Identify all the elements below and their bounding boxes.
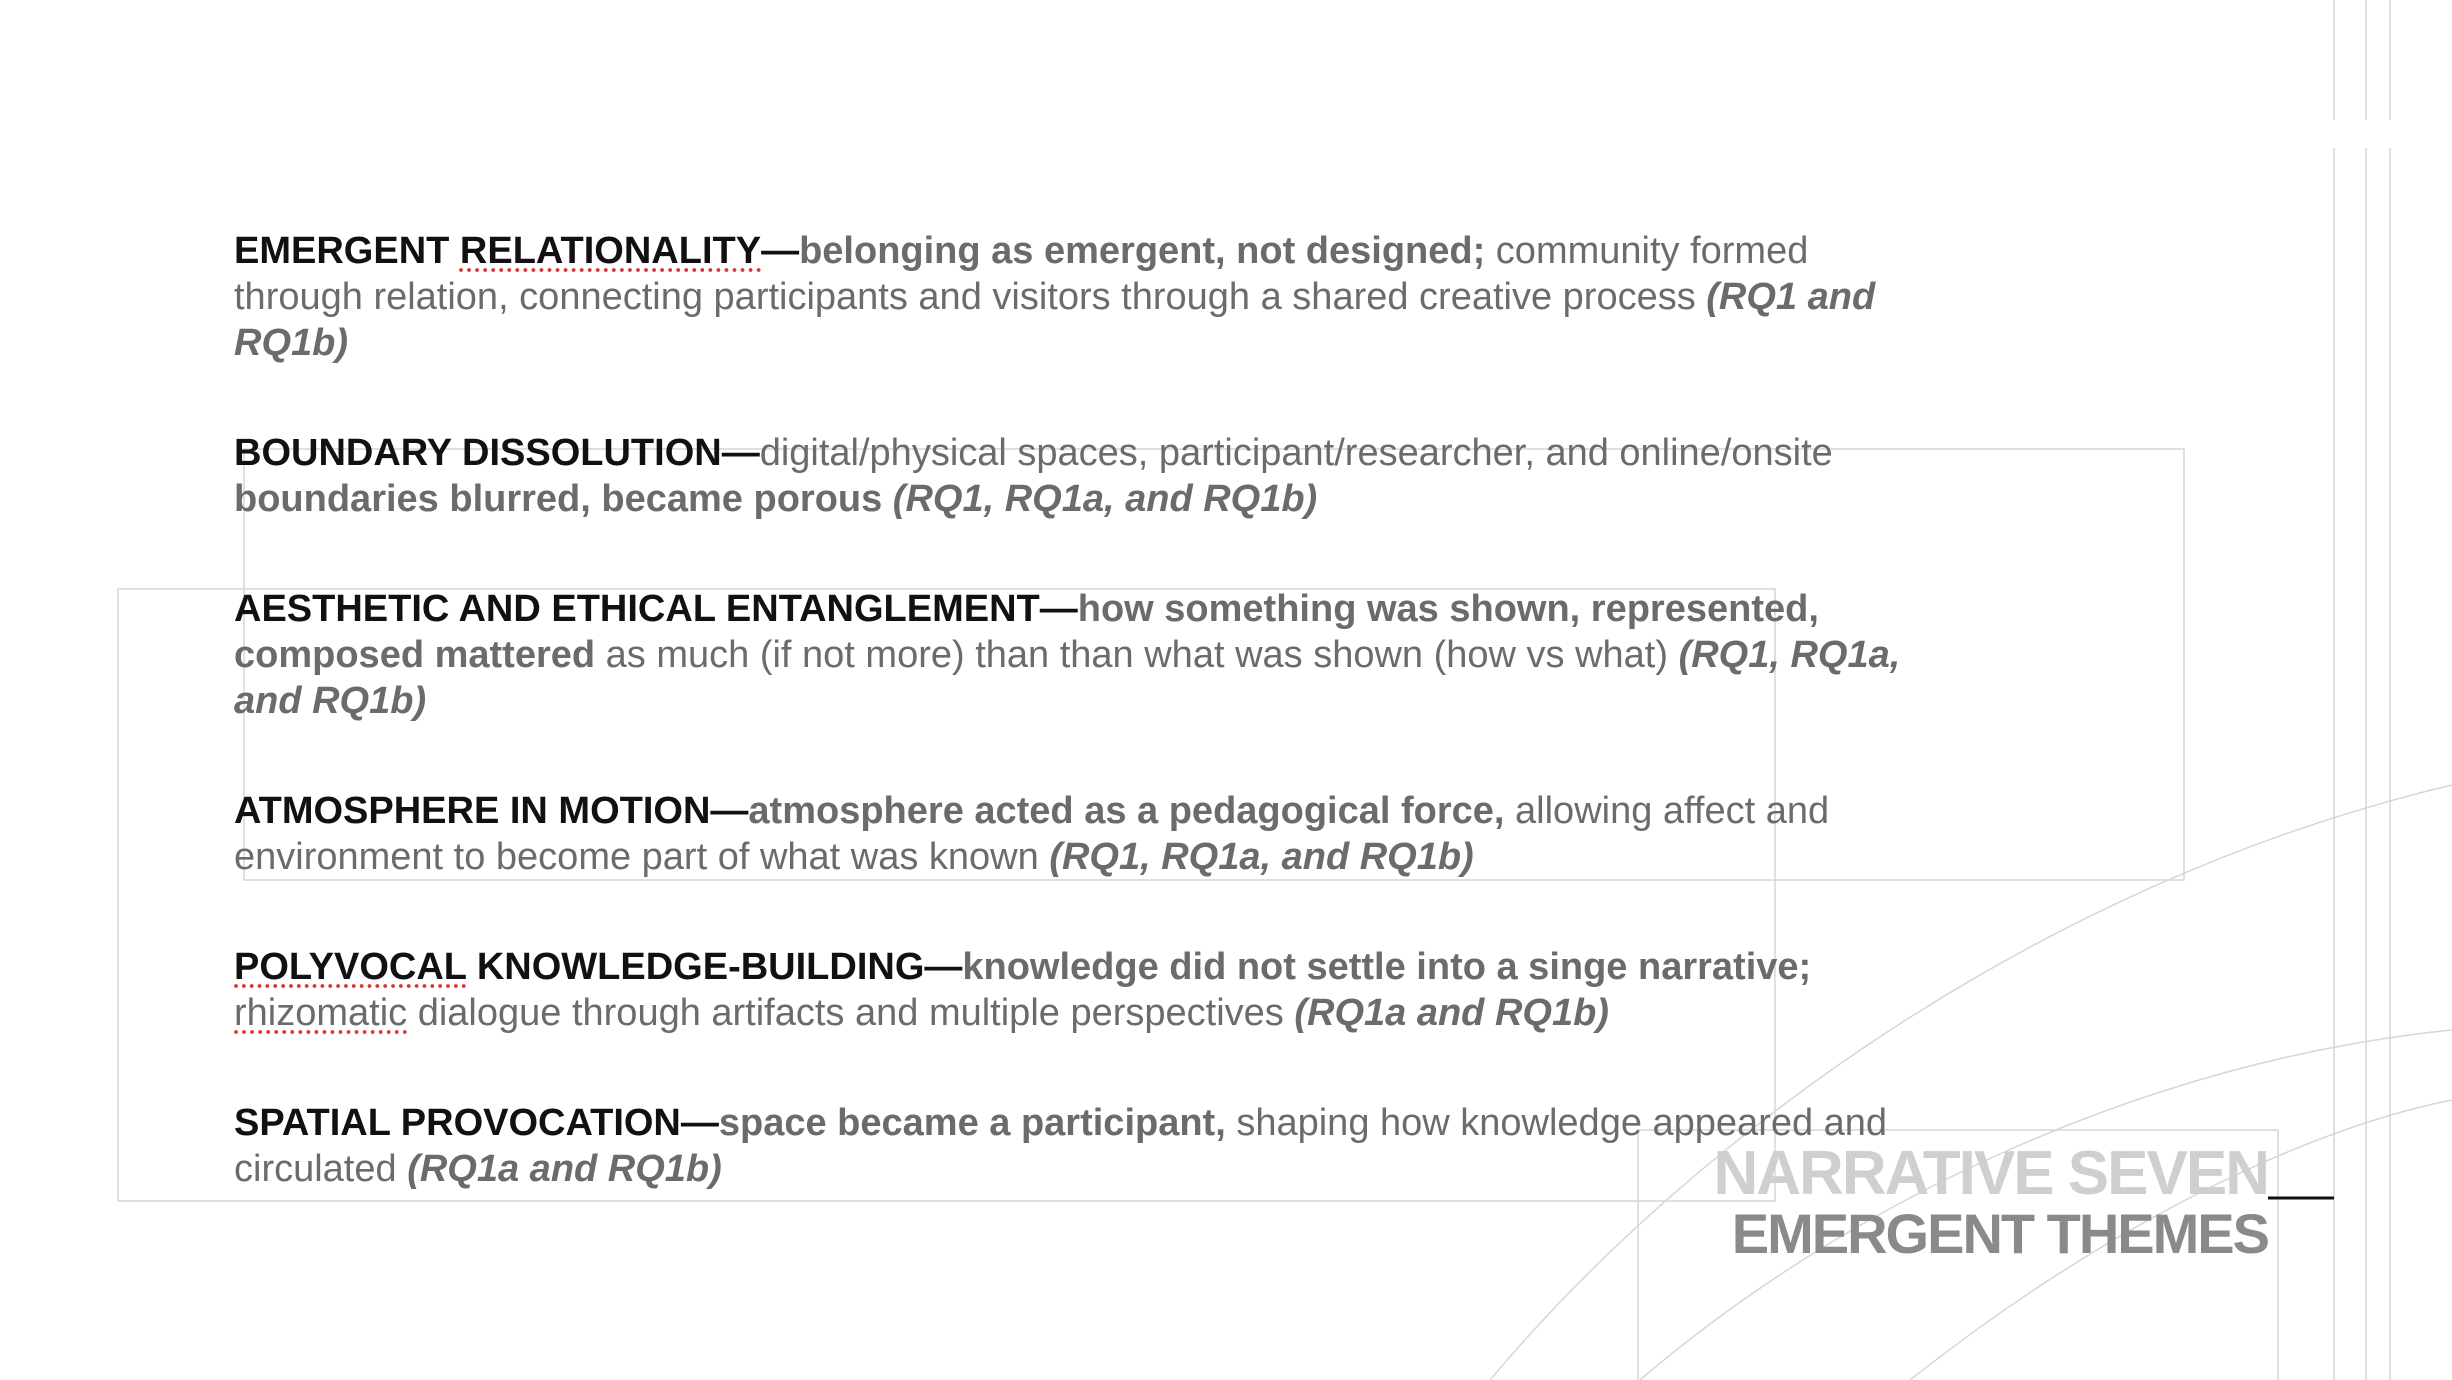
theme-description: rhizomatic (234, 992, 408, 1034)
theme-description: shaping how knowledge appeared and circulated (234, 1102, 1888, 1190)
theme-term: AESTHETIC AND ETHICAL ENTANGLEMENT— (234, 588, 1078, 630)
theme-description: digital/physical spaces, participant/researcher, and online/onsite (759, 432, 1833, 474)
theme-term: BOUNDARY DISSOLUTION— (234, 432, 760, 474)
theme-description: allowing affect and environment to become part of what was known (234, 790, 1830, 878)
theme-description: dialogue through artifacts and multiple perspectives (407, 992, 1295, 1034)
theme-term (234, 946, 962, 988)
theme-term: ATMOSPHERE IN MOTION— (234, 790, 749, 832)
theme-term-part: RELATIONALITY (459, 230, 762, 272)
theme-boundary-dissolution (234, 430, 1934, 522)
title-line-emergent-themes: EMERGENT THEMES (1731, 1202, 2268, 1265)
theme-term-part: EMERGENT (234, 230, 460, 272)
title-line-narrative: NARRATIVE SEVEN (1713, 1139, 2268, 1208)
theme-term (234, 230, 799, 272)
theme-term-part: POLYVOCAL (234, 946, 467, 988)
theme-research-questions: (RQ1a and RQ1b) (407, 1148, 722, 1190)
theme-emphasis: boundaries blurred, became porous (234, 478, 883, 520)
theme-research-questions: (RQ1a and RQ1b) (1294, 992, 1609, 1034)
theme-emphasis: how something was shown, represented, composed mattered (234, 588, 1819, 676)
theme-term: SPATIAL PROVOCATION— (234, 1102, 719, 1144)
themes-list (234, 228, 1934, 1256)
theme-research-questions: (RQ1, RQ1a, and RQ1b) (234, 634, 1901, 722)
theme-research-questions: (RQ1 and RQ1b) (234, 276, 1876, 364)
theme-emergent-relationality (234, 228, 1934, 366)
theme-polyvocal-knowledge-building (234, 944, 1934, 1036)
theme-research-questions: (RQ1, RQ1a, and RQ1b) (1049, 836, 1474, 878)
theme-emphasis: knowledge did not settle into a singe narrative; (962, 946, 1812, 988)
theme-emphasis: belonging as emergent, not designed; (799, 230, 1486, 272)
theme-description: community formed through relation, connecting participants and visitors through a shared creative process (234, 230, 1809, 318)
theme-term-dash: — (761, 230, 800, 272)
slide-title (1713, 1139, 2269, 1265)
theme-emphasis: atmosphere acted as a pedagogical force, (748, 790, 1505, 832)
theme-atmosphere-in-motion (234, 788, 1934, 880)
theme-term-part: KNOWLEDGE-BUILDING— (466, 946, 963, 988)
theme-aesthetic-ethical-entanglement (234, 586, 1934, 724)
theme-emphasis: space became a participant, (718, 1102, 1226, 1144)
theme-description: as much (if not more) than than what was shown (how vs what) (595, 634, 1679, 676)
theme-spatial-provocation (234, 1100, 1934, 1192)
theme-research-questions: (RQ1, RQ1a, and RQ1b) (882, 478, 1318, 520)
